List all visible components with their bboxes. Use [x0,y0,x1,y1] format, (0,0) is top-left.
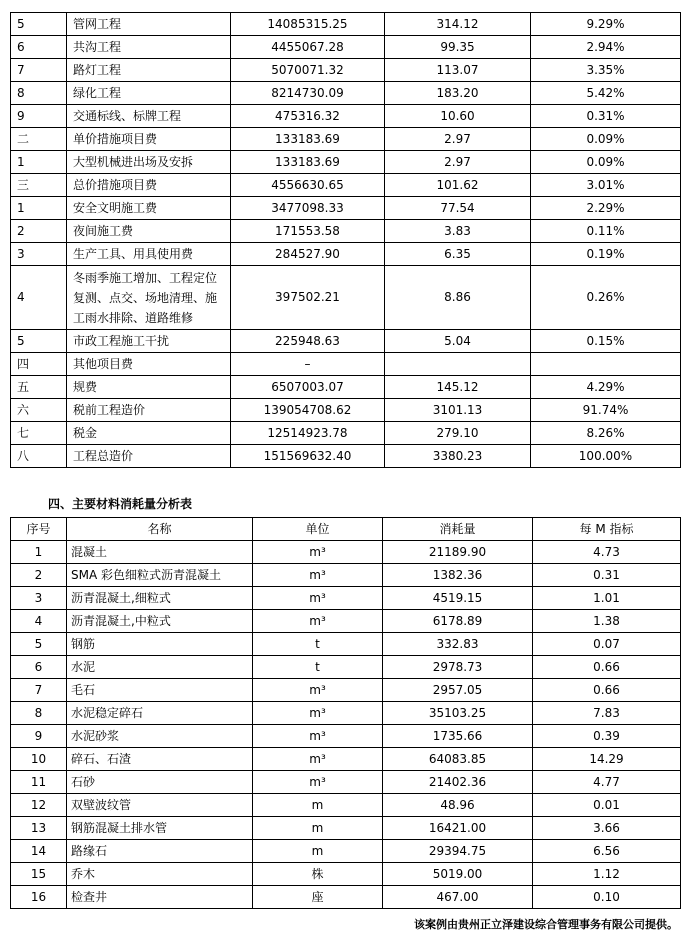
material-row-consumption: 1382.36 [383,564,533,587]
material-row-name: 水泥砂浆 [67,725,253,748]
cost-row [11,445,681,468]
cost-row-name: 安全文明施工费 [67,197,231,220]
material-row-no: 3 [11,587,67,610]
cost-summary-table [10,12,681,468]
cost-row-amount: 133183.69 [231,128,385,151]
cost-row-amount: – [231,353,385,376]
cost-row-pct: 4.29% [531,376,681,399]
material-row-consumption: 6178.89 [383,610,533,633]
material-row-per-m: 4.77 [533,771,681,794]
cost-row-name: 税金 [67,422,231,445]
cost-row-no: 9 [11,105,67,128]
material-row-name: 乔木 [67,863,253,886]
material-row [11,656,681,679]
cost-row [11,174,681,197]
material-row-name: 双壁波纹管 [67,794,253,817]
cost-row-per-m: 77.54 [385,197,531,220]
material-row-consumption: 1735.66 [383,725,533,748]
cost-row-name: 生产工具、用具使用费 [67,243,231,266]
cost-row-no: 6 [11,36,67,59]
cost-row-per-m: 10.60 [385,105,531,128]
material-row-per-m: 0.01 [533,794,681,817]
cost-row-no: 八 [11,445,67,468]
cost-row-name: 路灯工程 [67,59,231,82]
cost-row-pct: 0.19% [531,243,681,266]
material-row-unit: 株 [253,863,383,886]
header-unit: 单位 [253,518,383,541]
cost-row [11,59,681,82]
material-row-name: 钢筋混凝土排水管 [67,817,253,840]
material-row-consumption: 21189.90 [383,541,533,564]
cost-row-amount: 6507003.07 [231,376,385,399]
footer-note: 该案例由贵州正立泽建设综合管理事务有限公司提供。 [414,918,678,931]
cost-row-pct: 8.26% [531,422,681,445]
material-row-no: 10 [11,748,67,771]
material-row [11,725,681,748]
material-row-no: 16 [11,886,67,909]
cost-row-per-m: 314.12 [385,13,531,36]
material-row-per-m: 0.10 [533,886,681,909]
cost-row-no: 8 [11,82,67,105]
material-row-name: 水泥稳定碎石 [67,702,253,725]
cost-row-pct: 9.29% [531,13,681,36]
material-row-unit: m³ [253,541,383,564]
material-row-consumption: 5019.00 [383,863,533,886]
material-row [11,748,681,771]
header-per-m: 每 M 指标 [533,518,681,541]
cost-row [11,399,681,422]
cost-table-body [11,13,681,468]
material-row-no: 4 [11,610,67,633]
cost-row-no: 四 [11,353,67,376]
cost-row-amount: 225948.63 [231,330,385,353]
cost-row-per-m: 99.35 [385,36,531,59]
cost-row-amount: 4556630.65 [231,174,385,197]
cost-row [11,197,681,220]
material-row-name: 沥青混凝土,中粒式 [67,610,253,633]
cost-row-per-m: 145.12 [385,376,531,399]
cost-row [11,422,681,445]
section-title: 四、主要材料消耗量分析表 [48,497,193,511]
material-row-per-m: 14.29 [533,748,681,771]
material-row-name: 碎石、石渣 [67,748,253,771]
cost-row [11,330,681,353]
cost-row-pct: 0.11% [531,220,681,243]
material-row-per-m: 0.66 [533,656,681,679]
cost-row-name: 市政工程施工干扰 [67,330,231,353]
material-row [11,633,681,656]
cost-row-no: 5 [11,13,67,36]
material-row-name: 沥青混凝土,细粒式 [67,587,253,610]
cost-row-per-m: 101.62 [385,174,531,197]
material-row-per-m: 0.39 [533,725,681,748]
cost-row-per-m: 8.86 [385,266,531,330]
cost-row-amount: 14085315.25 [231,13,385,36]
material-row-no: 5 [11,633,67,656]
material-row-consumption: 332.83 [383,633,533,656]
cost-row-pct: 2.94% [531,36,681,59]
cost-row-no: 1 [11,197,67,220]
material-row-unit: t [253,633,383,656]
cost-row-pct [531,353,681,376]
material-row-no: 6 [11,656,67,679]
material-row-no: 15 [11,863,67,886]
cost-row-no: 7 [11,59,67,82]
material-row [11,817,681,840]
cost-row-pct: 0.31% [531,105,681,128]
material-row-consumption: 64083.85 [383,748,533,771]
cost-row [11,353,681,376]
material-row-name: 水泥 [67,656,253,679]
cost-row-no: 4 [11,266,67,330]
cost-row-pct: 3.35% [531,59,681,82]
material-consumption-table [10,517,681,909]
material-row [11,702,681,725]
material-row [11,679,681,702]
cost-row [11,243,681,266]
cost-row-name: 其他项目费 [67,353,231,376]
material-row-unit: t [253,656,383,679]
material-row-per-m: 6.56 [533,840,681,863]
material-row-no: 7 [11,679,67,702]
cost-row-per-m: 5.04 [385,330,531,353]
material-row-unit: m³ [253,587,383,610]
cost-row [11,151,681,174]
material-row-name: 石砂 [67,771,253,794]
cost-row [11,220,681,243]
material-row-unit: m³ [253,679,383,702]
material-row-consumption: 467.00 [383,886,533,909]
cost-row-no: 三 [11,174,67,197]
material-row-no: 13 [11,817,67,840]
material-row-no: 11 [11,771,67,794]
cost-row-name: 税前工程造价 [67,399,231,422]
cost-row-name: 总价措施项目费 [67,174,231,197]
cost-row-amount: 3477098.33 [231,197,385,220]
material-row-unit: m³ [253,564,383,587]
material-row-consumption: 48.96 [383,794,533,817]
material-row-name: 混凝土 [67,541,253,564]
material-row-unit: m [253,817,383,840]
cost-row-amount: 133183.69 [231,151,385,174]
cost-row-per-m: 183.20 [385,82,531,105]
material-row-per-m: 0.66 [533,679,681,702]
cost-row-no: 五 [11,376,67,399]
material-row-per-m: 3.66 [533,817,681,840]
cost-row [11,105,681,128]
cost-row-pct: 2.29% [531,197,681,220]
material-row-per-m: 4.73 [533,541,681,564]
material-row-unit: m³ [253,702,383,725]
material-row-unit: m³ [253,725,383,748]
cost-row-pct: 3.01% [531,174,681,197]
cost-row [11,128,681,151]
material-row-unit: 座 [253,886,383,909]
material-row-name: 钢筋 [67,633,253,656]
material-row-unit: m³ [253,610,383,633]
cost-row-name: 规费 [67,376,231,399]
cost-row [11,266,681,330]
material-row-name: 毛石 [67,679,253,702]
material-row-per-m: 1.38 [533,610,681,633]
cost-row-amount: 8214730.09 [231,82,385,105]
cost-row-name: 大型机械进出场及安拆 [67,151,231,174]
cost-row-no: 六 [11,399,67,422]
cost-row-per-m: 2.97 [385,128,531,151]
material-row-per-m: 1.12 [533,863,681,886]
material-row-name: 检查井 [67,886,253,909]
material-row-no: 8 [11,702,67,725]
cost-row-pct: 0.15% [531,330,681,353]
material-row-no: 1 [11,541,67,564]
cost-row-amount: 12514923.78 [231,422,385,445]
cost-row-amount: 139054708.62 [231,399,385,422]
cost-row-pct: 100.00% [531,445,681,468]
cost-row-per-m: 6.35 [385,243,531,266]
cost-row-name: 绿化工程 [67,82,231,105]
cost-row-no: 七 [11,422,67,445]
cost-row-pct: 0.09% [531,128,681,151]
cost-row-per-m: 3.83 [385,220,531,243]
material-row-per-m: 7.83 [533,702,681,725]
material-row-no: 2 [11,564,67,587]
material-row-unit: m³ [253,748,383,771]
material-row-no: 14 [11,840,67,863]
material-row [11,610,681,633]
cost-row-pct: 91.74% [531,399,681,422]
header-name: 名称 [67,518,253,541]
cost-row-pct: 0.09% [531,151,681,174]
cost-row-amount: 151569632.40 [231,445,385,468]
cost-row-amount: 475316.32 [231,105,385,128]
cost-row-amount: 397502.21 [231,266,385,330]
cost-row-name: 工程总造价 [67,445,231,468]
cost-row-name: 冬雨季施工增加、工程定位复测、点交、场地清理、施工雨水排除、道路维修 [67,266,231,330]
cost-row-name: 交通标线、标牌工程 [67,105,231,128]
material-row-no: 12 [11,794,67,817]
cost-row-name: 共沟工程 [67,36,231,59]
material-row [11,840,681,863]
material-row-unit: m³ [253,771,383,794]
material-header-row [11,518,681,541]
material-row [11,863,681,886]
cost-row-name: 管网工程 [67,13,231,36]
material-row-consumption: 29394.75 [383,840,533,863]
material-row-name: SMA 彩色细粒式沥青混凝土 [67,564,253,587]
material-row-unit: m [253,794,383,817]
cost-row-pct: 0.26% [531,266,681,330]
cost-row-no: 二 [11,128,67,151]
cost-row-amount: 4455067.28 [231,36,385,59]
material-row [11,587,681,610]
material-row-consumption: 2978.73 [383,656,533,679]
header-consumption: 消耗量 [383,518,533,541]
cost-row-no: 2 [11,220,67,243]
material-row [11,564,681,587]
cost-row-per-m: 279.10 [385,422,531,445]
material-row-consumption: 35103.25 [383,702,533,725]
material-row-per-m: 1.01 [533,587,681,610]
material-row-name: 路缘石 [67,840,253,863]
cost-row [11,13,681,36]
material-row-consumption: 2957.05 [383,679,533,702]
material-row-per-m: 0.31 [533,564,681,587]
material-row-no: 9 [11,725,67,748]
cost-row [11,36,681,59]
cost-row-per-m [385,353,531,376]
cost-row-no: 1 [11,151,67,174]
cost-row-name: 单价措施项目费 [67,128,231,151]
material-row-consumption: 4519.15 [383,587,533,610]
cost-row-pct: 5.42% [531,82,681,105]
material-table-body [11,541,681,909]
cost-row [11,376,681,399]
cost-row-no: 5 [11,330,67,353]
cost-row-per-m: 3101.13 [385,399,531,422]
material-row-consumption: 21402.36 [383,771,533,794]
material-row [11,541,681,564]
cost-row-per-m: 113.07 [385,59,531,82]
material-row [11,794,681,817]
cost-row-amount: 284527.90 [231,243,385,266]
header-no: 序号 [11,518,67,541]
cost-row-name: 夜间施工费 [67,220,231,243]
cost-row [11,82,681,105]
material-row-unit: m [253,840,383,863]
material-row [11,771,681,794]
cost-row-per-m: 2.97 [385,151,531,174]
cost-row-per-m: 3380.23 [385,445,531,468]
cost-row-amount: 171553.58 [231,220,385,243]
cost-row-amount: 5070071.32 [231,59,385,82]
material-row-consumption: 16421.00 [383,817,533,840]
material-row-per-m: 0.07 [533,633,681,656]
material-row [11,886,681,909]
cost-row-no: 3 [11,243,67,266]
